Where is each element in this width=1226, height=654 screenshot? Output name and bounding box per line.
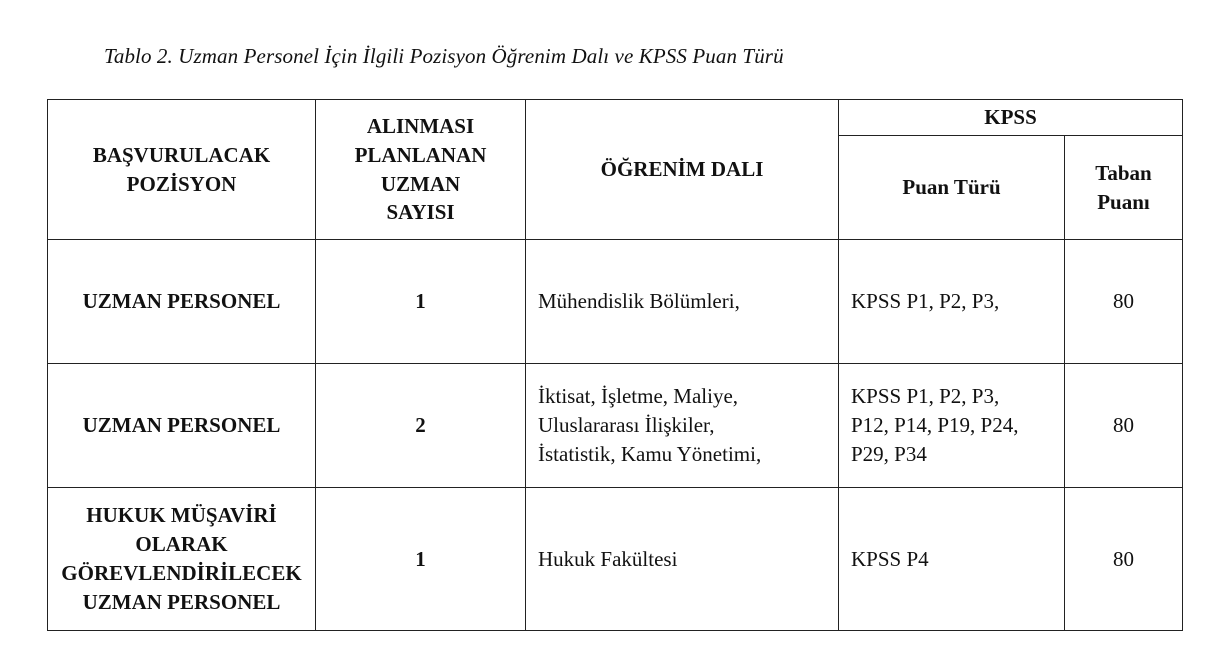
header-score-type: Puan Türü xyxy=(839,136,1065,240)
cell-count: 2 xyxy=(316,364,526,488)
cell-position: HUKUK MÜŞAVİRİ OLARAK GÖREVLENDİRİLECEK UZMAN PERSONEL xyxy=(48,488,316,631)
cell-position: UZMAN PERSONEL xyxy=(48,240,316,364)
cell-base-score: 80 xyxy=(1065,488,1183,631)
header-education: ÖĞRENİM DALI xyxy=(526,100,839,240)
cell-score-type: KPSS P1, P2, P3, P12, P14, P19, P24, P29, P34 xyxy=(839,364,1065,488)
cell-education: Hukuk Fakültesi xyxy=(526,488,839,631)
header-position: BAŞVURULACAK POZİSYON xyxy=(48,100,316,240)
header-count: ALINMASI PLANLANAN UZMAN SAYISI xyxy=(316,100,526,240)
cell-count: 1 xyxy=(316,240,526,364)
table-header-row xyxy=(48,100,1183,136)
table-row xyxy=(48,240,1183,364)
cell-score-type: KPSS P4 xyxy=(839,488,1065,631)
table-row xyxy=(48,488,1183,631)
cell-base-score: 80 xyxy=(1065,364,1183,488)
positions-table xyxy=(47,99,1183,631)
cell-score-type: KPSS P1, P2, P3, xyxy=(839,240,1065,364)
cell-position: UZMAN PERSONEL xyxy=(48,364,316,488)
cell-count: 1 xyxy=(316,488,526,631)
header-kpss: KPSS xyxy=(839,100,1183,136)
cell-education: İktisat, İşletme, Maliye, Uluslararası İlişkiler, İstatistik, Kamu Yönetimi, xyxy=(526,364,839,488)
table-row xyxy=(48,364,1183,488)
table-caption: Tablo 2. Uzman Personel İçin İlgili Pozisyon Öğrenim Dalı ve KPSS Puan Türü xyxy=(104,44,784,68)
cell-base-score: 80 xyxy=(1065,240,1183,364)
cell-education: Mühendislik Bölümleri, xyxy=(526,240,839,364)
header-base-score: Taban Puanı xyxy=(1065,136,1183,240)
